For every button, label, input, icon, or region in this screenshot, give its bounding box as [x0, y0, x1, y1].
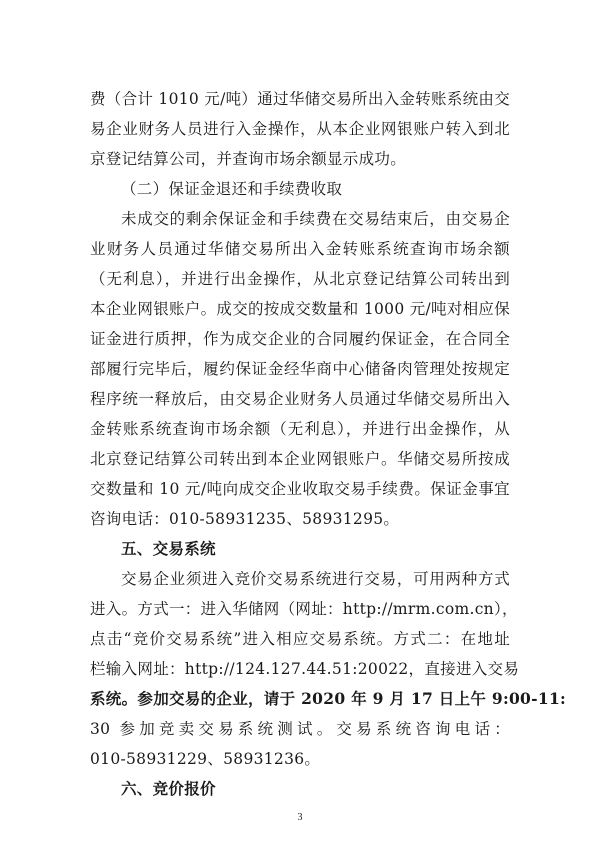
paragraph-line: 点击“竞价交易系统”进入相应交易系统。方式二：在地址 — [90, 630, 510, 648]
paragraph-line: （无利息），并进行出金操作，从北京登记结算公司转出到 — [90, 270, 510, 288]
paragraph-line: 业财务人员通过华储交易所出入金转账系统查询市场余额 — [90, 240, 510, 258]
paragraph-line: 费（合计 1010 元/吨）通过华储交易所出入金转账系统由交 — [90, 90, 511, 108]
paragraph-line: 交数量和 10 元/吨向成交企业收取交易手续费。保证金事宜 — [90, 480, 510, 498]
paragraph-line: 010-58931229、58931236。 — [90, 750, 321, 768]
paragraph-line: 证金进行质押，作为成交企业的合同履约保证金，在合同全 — [90, 330, 510, 348]
section-heading: 六、竞价报价 — [121, 780, 216, 798]
paragraph-line: 本企业网银账户。成交的按成交数量和 1000 元/吨对相应保 — [90, 300, 511, 318]
paragraph-line: 交易企业须进入竞价交易系统进行交易，可用两种方式 — [121, 570, 510, 588]
paragraph-line: 金转账系统查询市场余额（无利息），并进行出金操作，从 — [90, 420, 510, 438]
subsection-heading: （二）保证金退还和手续费收取 — [121, 180, 343, 198]
paragraph-line: 进入。方式一：进入华储网（网址：http://mrm.com.cn）， — [90, 600, 518, 618]
paragraph-line: 部履行完毕后，履约保证金经华商中心储备肉管理处按规定 — [90, 360, 510, 378]
paragraph-line: 咨询电话：010-58931235、58931295。 — [90, 510, 400, 528]
paragraph-line: 栏输入网址：http://124.127.44.51:20022，直接进入交易 — [90, 660, 520, 678]
paragraph-line: 北京登记结算公司转出到本企业网银账户。华储交易所按成 — [90, 450, 510, 468]
paragraph-line: 未成交的剩余保证金和手续费在交易结束后，由交易企 — [121, 210, 510, 228]
paragraph-line: 京登记结算公司，并查询市场余额显示成功。 — [90, 150, 407, 168]
paragraph-line: 30 参加竞卖交易系统测试。交易系统咨询电话： — [90, 720, 510, 738]
paragraph-line: 程序统一释放后，由交易企业财务人员通过华储交易所出入 — [90, 390, 510, 408]
paragraph-line: 系统。参加交易的企业，请于 2020 年 9 月 17 日上午 9:00-11: — [90, 689, 567, 708]
paragraph-line: 易企业财务人员进行入金操作，从本企业网银账户转入到北 — [90, 120, 510, 138]
page-number: 3 — [297, 812, 303, 823]
section-heading: 五、交易系统 — [121, 540, 216, 558]
